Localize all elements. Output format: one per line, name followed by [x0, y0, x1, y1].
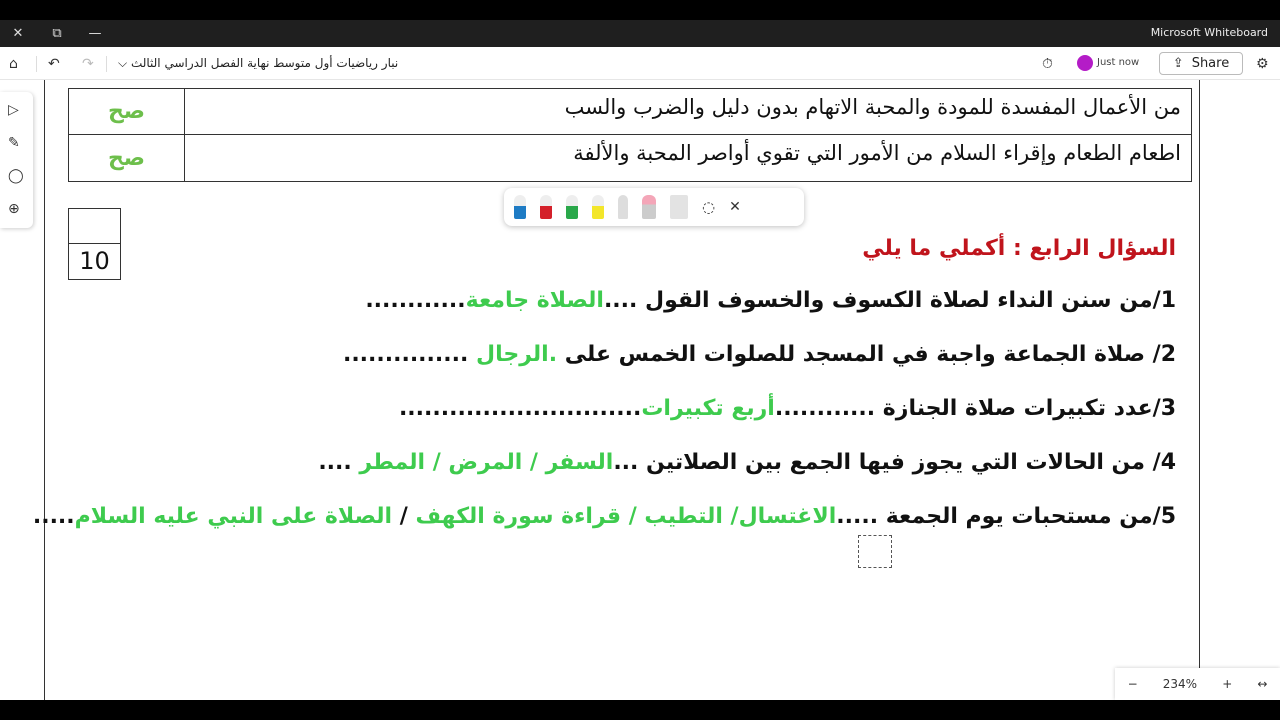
share-label: Share	[1191, 56, 1230, 71]
item-answer: الاغتسال/ التطيب / قراءة سورة الكهف	[415, 504, 837, 529]
item-dots: ....	[318, 450, 360, 475]
question-item	[365, 288, 1176, 313]
item-text: 2/ صلاة الجماعة واجبة في المسجد للصلوات الخمس على	[557, 342, 1176, 367]
item-dots: ............	[365, 288, 466, 313]
question-item	[399, 396, 1176, 421]
item-answer: السفر / المرض / المطر	[359, 450, 614, 475]
ruler-icon[interactable]	[670, 195, 688, 219]
laser-pen-icon[interactable]	[618, 195, 628, 219]
red-pen-icon[interactable]	[540, 195, 552, 219]
statement-cell: اطعام الطعام وإقراء السلام من الأمور التي تقوي أواصر المحبة والألفة	[573, 141, 1181, 165]
zoom-out-button[interactable]: −	[1127, 677, 1138, 691]
close-icon[interactable]: ✕	[12, 26, 24, 41]
item-dots: ...............	[342, 342, 476, 367]
share-button[interactable]	[1159, 52, 1243, 75]
close-icon[interactable]: ✕	[729, 199, 741, 215]
app-toolbar	[0, 47, 1280, 80]
highlighter-icon[interactable]	[592, 195, 604, 219]
item-text: 5/من مستحبات يوم الجمعة .....	[836, 504, 1176, 529]
app-name: Microsoft Whiteboard	[1150, 26, 1268, 39]
pen-toolbar	[504, 188, 804, 226]
select-icon[interactable]: ▷	[8, 102, 19, 118]
item-answer: الصلاة على النبي عليه السلام	[74, 504, 393, 529]
redo-icon[interactable]: ↷	[82, 55, 94, 72]
eraser-icon[interactable]	[642, 195, 656, 219]
item-text: 4/ من الحالات التي يجوز فيها الجمع بين الصلاتين ...	[613, 450, 1176, 475]
bottom-bar	[0, 700, 1280, 720]
pen-icon[interactable]: ✎	[8, 135, 20, 151]
avatar[interactable]	[1077, 55, 1093, 71]
presence-status: Just now	[1097, 57, 1140, 68]
fit-to-screen-button[interactable]: ↔	[1257, 677, 1268, 691]
divider	[106, 56, 107, 72]
blue-pen-icon[interactable]	[514, 195, 526, 219]
item-dots: .....	[32, 504, 75, 529]
add-icon[interactable]: ⊕	[8, 201, 20, 217]
page-border	[1199, 80, 1200, 700]
zoom-control	[1115, 668, 1280, 700]
share-icon: ⇪	[1172, 56, 1184, 71]
zoom-in-button[interactable]: +	[1222, 677, 1233, 691]
question-item	[318, 450, 1176, 475]
divider	[36, 56, 37, 72]
item-text: 3/عدد تكبيرات صلاة الجنازة ............	[774, 396, 1176, 421]
item-answer: الصلاة جامعة	[465, 288, 604, 313]
lasso-icon[interactable]: ◌	[702, 198, 716, 216]
zoom-level: 234%	[1162, 677, 1198, 691]
left-toolbar	[0, 92, 33, 228]
item-text: 1/من سنن النداء لصلاة الكسوف والخسوف القول ....	[603, 288, 1176, 313]
question-heading: السؤال الرابع : أكملي ما يلي	[862, 236, 1176, 261]
chevron-down-icon: ⌵	[118, 56, 128, 70]
minimize-icon[interactable]: —	[88, 26, 102, 41]
whiteboard-canvas[interactable]	[0, 80, 1280, 700]
item-separator: /	[392, 504, 416, 529]
answer-cell: صح	[69, 89, 185, 134]
item-dots: .............................	[398, 396, 642, 421]
title-bar	[0, 20, 1280, 47]
score-value: 10	[79, 247, 110, 275]
gear-icon[interactable]: ⚙	[1256, 55, 1269, 72]
item-answer: أربع تكبيرات	[641, 396, 775, 421]
selection-box[interactable]	[858, 535, 892, 568]
page-border	[44, 80, 45, 700]
item-answer: .الرجال	[476, 342, 558, 367]
answer-cell: صح	[69, 135, 185, 181]
timer-icon[interactable]: ⏱	[1042, 55, 1053, 72]
comment-icon[interactable]: ◯	[8, 168, 24, 184]
document-title[interactable]	[118, 56, 398, 71]
statement-cell: من الأعمال المفسدة للمودة والمحبة الاتهام بدون دليل والضرب والسب	[564, 95, 1181, 119]
restore-icon[interactable]: ⧉	[52, 26, 62, 41]
table-row	[69, 89, 1191, 135]
question-item	[343, 342, 1176, 367]
undo-icon[interactable]: ↶	[48, 55, 60, 72]
green-pen-icon[interactable]	[566, 195, 578, 219]
true-false-table	[68, 88, 1192, 182]
score-box	[68, 208, 121, 280]
home-icon[interactable]: ⌂	[9, 55, 18, 72]
table-row	[69, 135, 1191, 181]
question-item	[33, 504, 1176, 529]
document-title-text: نبار رياضيات أول متوسط نهاية الفصل الدراسي الثالث	[130, 56, 399, 70]
top-bar	[0, 0, 1280, 20]
